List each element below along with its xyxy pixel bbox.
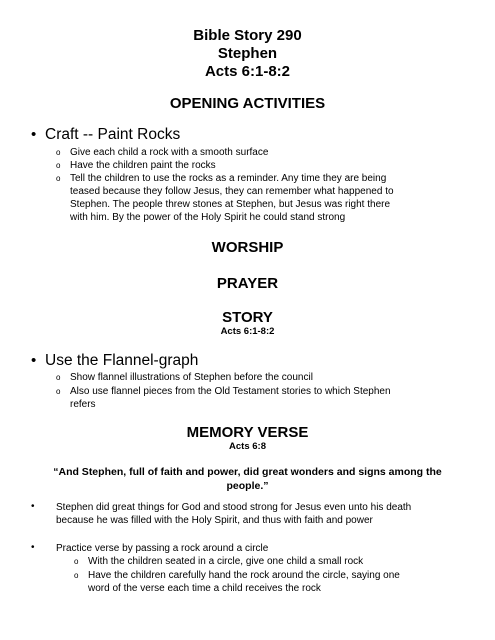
flannel-item-1: o Show flannel illustrations of Stephen before the council: [56, 372, 313, 383]
craft-item-2: o Have the children paint the rocks: [56, 160, 216, 171]
craft-item-3-cont-3: with him. By the power of the Holy Spirit he could stand strong: [70, 212, 346, 223]
worship-heading: WORSHIP: [211, 239, 284, 256]
scripture-reference-title: Acts 6:1-8:2: [204, 63, 291, 80]
circle-item-2: o Have the children carefully hand the rock around the circle, saying one: [74, 570, 400, 581]
craft-item-1: o Give each child a rock with a smooth surface: [56, 147, 269, 158]
flannel-item-2: o Also use flannel pieces from the Old Testament stories to which Stephen: [56, 386, 391, 397]
craft-item-3-cont-2: Stephen. The people threw stones at Stephen, but Jesus was right there: [70, 199, 391, 210]
memory-point-2: Practice verse by passing a rock around a circle: [56, 543, 269, 554]
memory-verse-heading: MEMORY VERSE: [186, 424, 309, 441]
story-name-title: Stephen: [217, 45, 278, 62]
memory-verse-line-1: “And Stephen, full of faith and power, did great wonders and signs among the: [53, 466, 442, 478]
circle-item-1: o With the children seated in a circle, give one child a small rock: [74, 556, 364, 567]
bullet-dot: •: [31, 542, 35, 553]
craft-item-3: o Tell the children to use the rocks as a reminder. Any time they are being: [56, 173, 387, 184]
bullet-dot: •: [31, 126, 37, 143]
flannel-item-2-cont: refers: [70, 399, 96, 410]
story-heading: STORY: [222, 309, 273, 326]
memory-point-1-line-1: Stephen did great things for God and stood strong for Jesus even unto his death: [56, 502, 412, 513]
flannel-bullet: Use the Flannel-graph: [45, 352, 199, 369]
circle-item-2-cont: word of the verse each time a child receives the rock: [88, 583, 321, 594]
prayer-heading: PRAYER: [216, 275, 279, 292]
memory-verse-line-2: people.”: [226, 480, 269, 492]
story-reference: Acts 6:1-8:2: [220, 326, 275, 337]
story-number-title: Bible Story 290: [193, 27, 302, 44]
memory-verse-reference: Acts 6:8: [229, 441, 266, 452]
bullet-dot: •: [31, 501, 35, 512]
bullet-dot: •: [31, 352, 37, 369]
memory-point-1-line-2: because he was filled with the Holy Spirit, and thus with faith and power: [56, 515, 373, 526]
craft-item-3-cont-1: teased because they follow Jesus, they can remember what happened to: [70, 186, 394, 197]
opening-activities-heading: OPENING ACTIVITIES: [169, 95, 326, 112]
craft-bullet: Craft -- Paint Rocks: [45, 126, 181, 143]
